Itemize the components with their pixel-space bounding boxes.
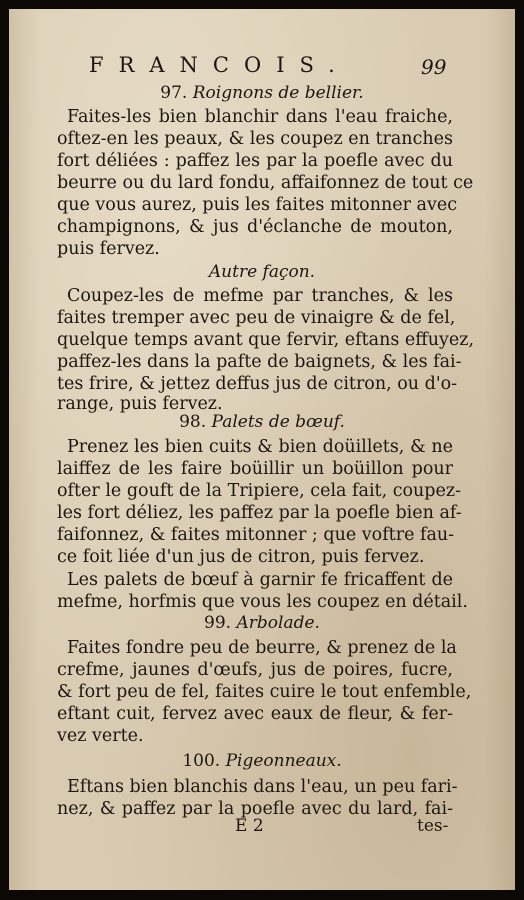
text-line: vez verte. <box>57 726 144 746</box>
text-line: les fort déliez, les paffez par la poefle bien af- <box>57 503 462 523</box>
recipe-title: Arbolade. <box>236 613 320 633</box>
catchword: tes- <box>417 816 449 836</box>
text-line: puis fervez. <box>57 239 160 259</box>
text-line: laiffez de les faire boüillir un boüillon pour <box>57 459 453 479</box>
recipe-title: Pigeonneaux. <box>225 751 342 771</box>
text-line: tes frire, & jettez deffus jus de citron, ou d'o- <box>57 374 458 394</box>
text-line: mefme, horfmis que vous les coupez en détail. <box>57 592 468 612</box>
text-line: beurre ou du lard fondu, affaifonnez de tout ce <box>57 173 474 193</box>
recipe-heading <box>9 751 515 771</box>
text-line: nez, & paffez par la poefle avec du lard, fai- <box>57 799 453 819</box>
recipe-title: Palets de bœuf. <box>211 412 345 432</box>
text-line: ce foit liée d'un jus de citron, puis fervez. <box>57 547 425 567</box>
text-line: ofter le gouft de la Tripiere, cela fait, coupez- <box>57 481 461 501</box>
recipe-heading <box>9 262 515 282</box>
text-line: Prenez les bien cuits & bien doüillets, & ne <box>67 437 453 457</box>
recipe-heading <box>9 412 515 432</box>
page-number: 99 <box>421 55 447 79</box>
text-line: eftant cuit, fervez avec eaux de fleur, & fer- <box>57 704 453 724</box>
text-line: crefme, jaunes d'œufs, jus de poires, fucre, <box>57 660 453 680</box>
text-line: Faites-les bien blanchir dans l'eau fraiche, <box>67 107 453 127</box>
text-line: faites tremper avec peu de vinaigre & de fel, <box>57 308 456 328</box>
recipe-title: Autre façon. <box>208 262 316 282</box>
recipe-number: 99. <box>204 613 232 633</box>
text-line: paffez-les dans la pafte de baignets, & les fai- <box>57 352 462 372</box>
text-line: faifonnez, & faites mitonner ; que voftre fau- <box>57 525 455 545</box>
text-line: oftez-en les peaux, & les coupez en tranches <box>57 129 453 149</box>
text-line: & fort peu de fel, faites cuire le tout enfemble, <box>57 682 472 702</box>
book-page <box>9 9 515 890</box>
text-line: que vous aurez, puis les faites mitonner avec <box>57 195 458 215</box>
recipe-number: 100. <box>182 751 221 771</box>
recipe-heading <box>9 83 515 103</box>
recipe-heading <box>9 613 515 633</box>
text-line: Les palets de bœuf à garnir fe fricaffent de <box>67 570 453 590</box>
text-line: Faites fondre peu de beurre, & prenez de la <box>67 638 457 658</box>
text-line: champignons, & jus d'éclanche de mouton, <box>57 217 453 237</box>
text-line: range, puis fervez. <box>57 394 223 414</box>
text-line: quelque temps avant que fervir, eftans effuyez, <box>57 330 475 350</box>
recipe-number: 98. <box>179 412 207 432</box>
signature-mark: E 2 <box>235 816 264 836</box>
recipe-title: Roignons de bellier. <box>192 83 364 103</box>
text-line: Eftans bien blanchis dans l'eau, un peu fari- <box>67 777 458 797</box>
recipe-number: 97. <box>160 83 188 103</box>
text-line: fort déliées : paffez les par la poefle avec du <box>57 151 453 171</box>
text-line: Coupez-les de mefme par tranches, & les <box>67 286 453 306</box>
running-head: FRANCOIS. <box>89 53 350 77</box>
